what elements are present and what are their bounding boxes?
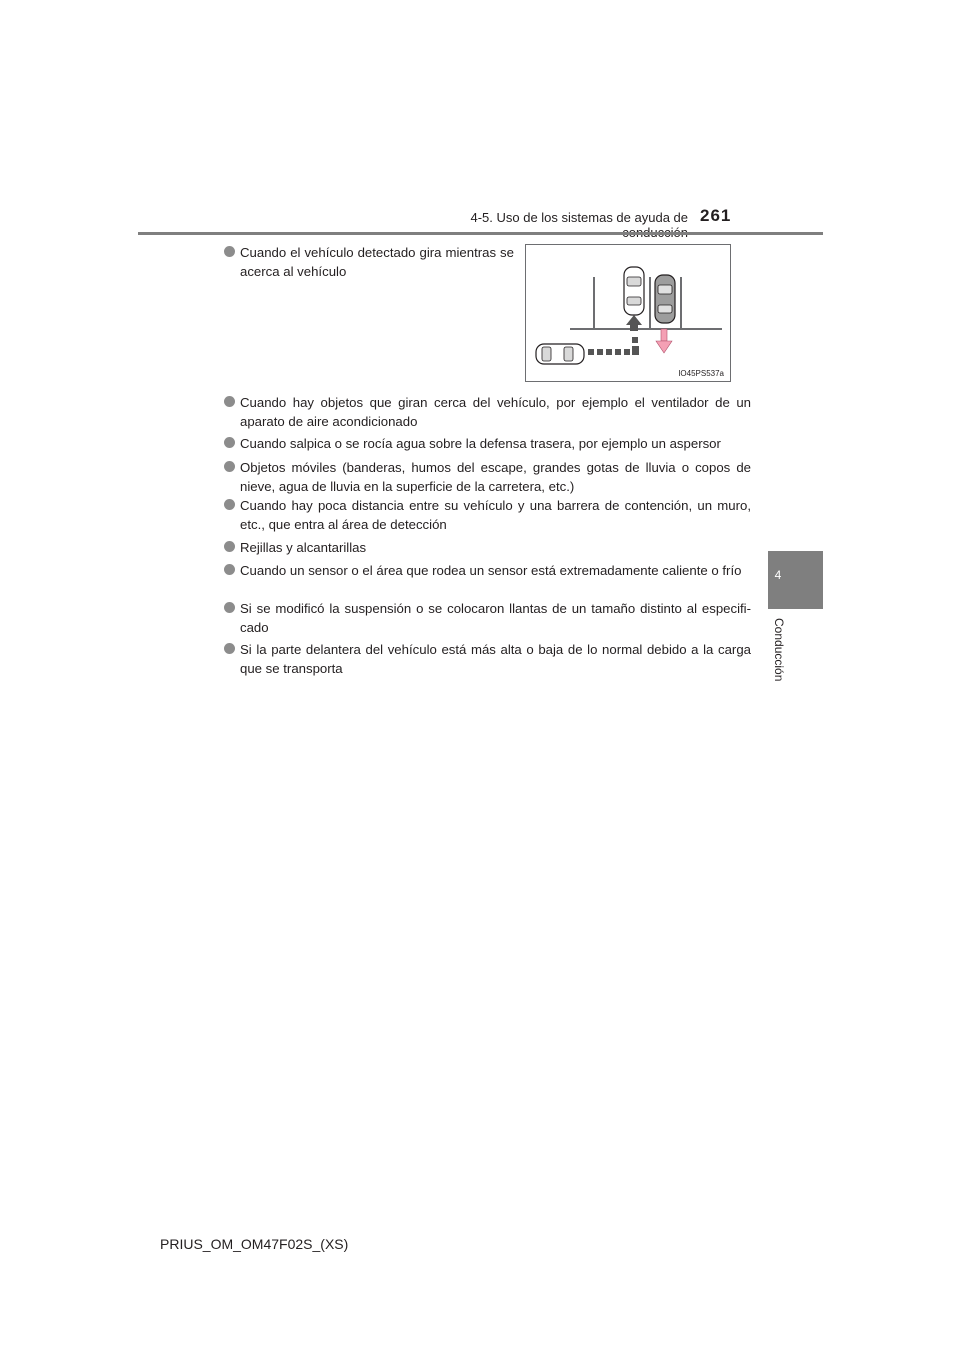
rear-cross-traffic-figure <box>525 244 731 382</box>
chapter-title: Conducción <box>772 618 786 682</box>
list-item <box>224 434 751 453</box>
list-item <box>224 538 751 557</box>
list-item-text: Rejillas y alcantarillas <box>240 540 367 555</box>
header-divider <box>138 232 823 235</box>
parked-car-icon <box>624 267 644 315</box>
list-item-text: Si se modificó la suspensión o se colocaron llantas de un tamaño distinto al especifi-cado <box>240 601 751 635</box>
bullet-icon <box>224 437 235 448</box>
section-title: 4-5. Uso de los sistemas de ayuda de <box>470 210 688 225</box>
footer-document-id: PRIUS_OM_OM47F02S_(XS) <box>160 1236 349 1252</box>
bullet-icon <box>224 396 235 407</box>
list-item-text: Cuando un sensor o el área que rodea un sensor está extremadamente caliente o frío <box>240 563 742 578</box>
approaching-car-icon <box>536 344 584 364</box>
bullet-icon <box>224 461 235 472</box>
list-item <box>224 393 751 431</box>
list-item <box>224 561 751 580</box>
down-arrow-icon <box>656 329 672 353</box>
list-item-text: Cuando salpica o se rocía agua sobre la defensa trasera, por ejemplo un aspersor <box>240 436 721 451</box>
bullet-icon <box>224 602 235 613</box>
page-number: 261 <box>700 206 732 225</box>
bullet-icon <box>224 246 235 257</box>
bullet-icon <box>224 499 235 510</box>
list-item-text: Cuando hay poca distancia entre su vehículo y una barrera de contención, un muro, etc., que entra al área de detección <box>240 498 751 532</box>
detected-car-icon <box>655 275 675 323</box>
figure-code: IO45PS537a <box>678 369 724 378</box>
list-item <box>224 243 514 281</box>
list-item-text: Objetos móviles (banderas, humos del escape, grandes gotas de lluvia o copos de nieve, agua de lluvia en la superficie de la carretera, etc.) <box>240 460 751 494</box>
chapter-number: 4 <box>774 568 782 582</box>
bullet-icon <box>224 564 235 575</box>
bullet-icon <box>224 643 235 654</box>
list-item-text: Cuando el vehículo detectado gira mientras se acerca al vehículo <box>240 245 514 279</box>
list-item <box>224 599 751 637</box>
list-item-text: Si la parte delantera del vehículo está más alta o baja de lo normal debido a la carga que se transporta <box>240 642 751 676</box>
list-item-text: Cuando hay objetos que giran cerca del vehículo, por ejemplo el ventilador de un aparato de aire acondicionado <box>240 395 751 429</box>
path-dots <box>588 337 639 355</box>
bullet-icon <box>224 541 235 552</box>
figure-illustration <box>526 245 732 383</box>
list-item <box>224 458 751 496</box>
list-item <box>224 496 751 534</box>
list-item <box>224 640 751 678</box>
